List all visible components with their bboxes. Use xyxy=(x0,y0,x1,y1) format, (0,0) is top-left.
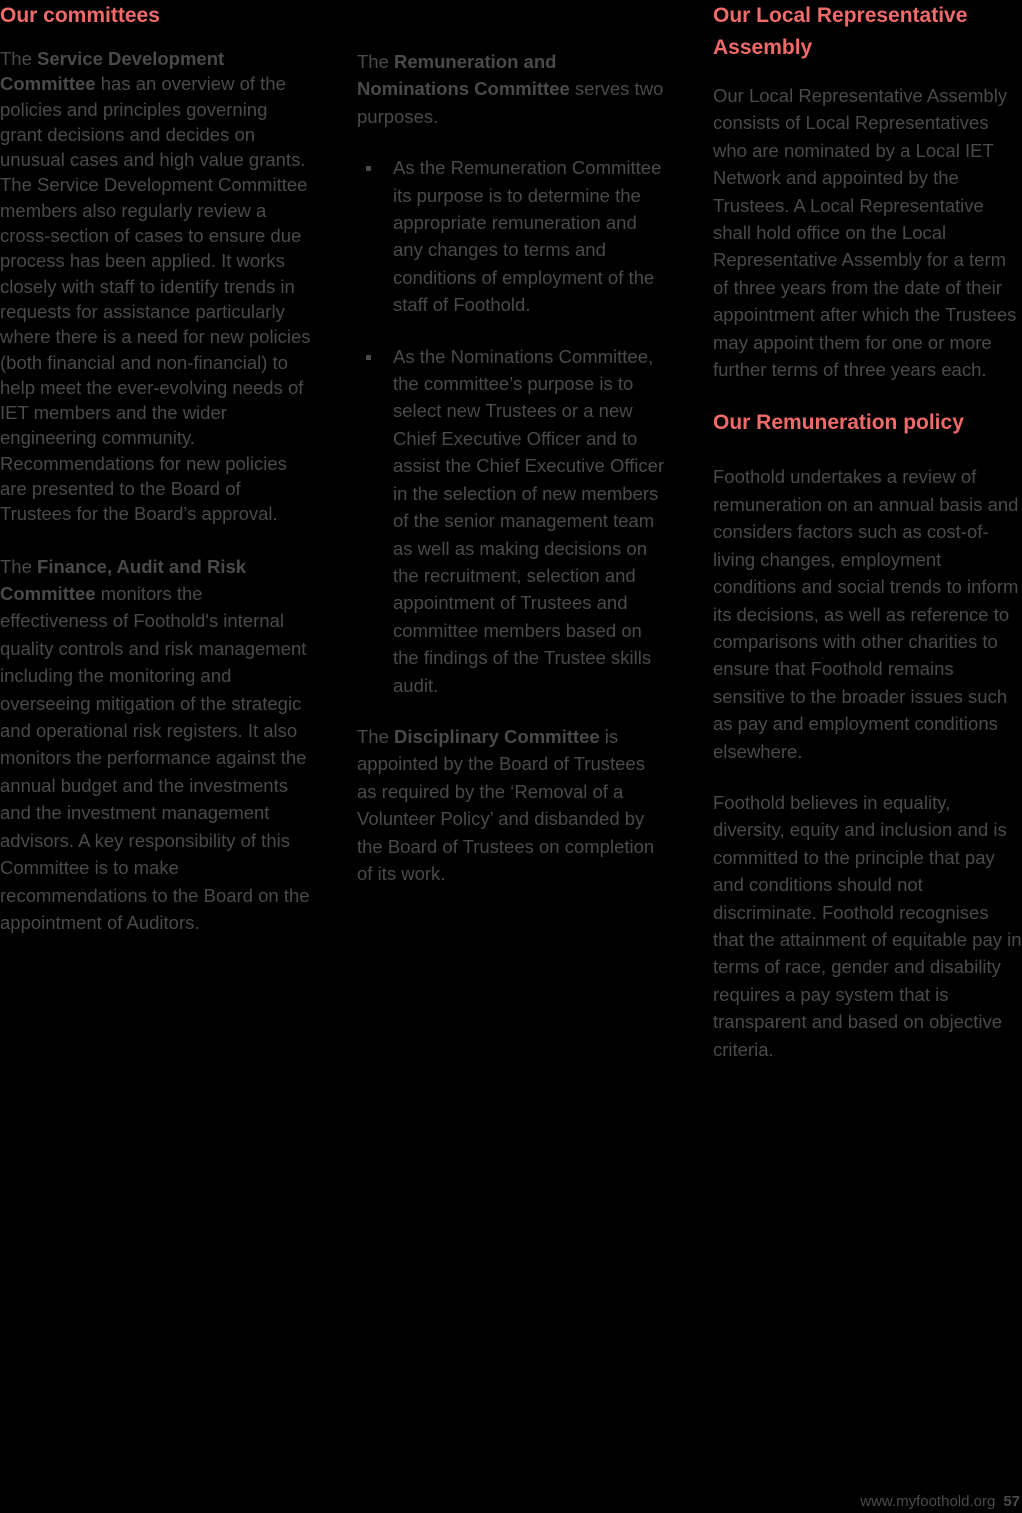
column-left xyxy=(0,0,312,936)
page-number: 57 xyxy=(1003,1493,1020,1510)
finance-text: monitors the effectiveness of Foothold's internal quality controls and risk management including the monitoring and overseeing mitigation of the strategic and operational risk registers. It also monitors the performance against the annual budget and the investments and the investment management advisors. A key responsibility of this Committee is to make recommendations to the Board on the appointment of Auditors. xyxy=(0,583,310,933)
remuneration-policy-heading: Our Remuneration policy xyxy=(713,411,964,435)
lead-text: The xyxy=(0,48,38,69)
service-development-paragraph xyxy=(0,46,312,527)
list-item: As the Remuneration Committee its purpose is to determine the appropriate remuneration and any changes to terms and conditions of employment of the staff of Foothold. xyxy=(357,154,669,318)
page-footer xyxy=(860,1492,1020,1512)
disciplinary-paragraph xyxy=(357,723,669,887)
assembly-heading: Our Local Representative Assembly xyxy=(713,4,968,59)
committees-heading: Our committees xyxy=(0,4,160,27)
service-development-text: has an overview of the policies and principles governing grant decisions and decides on unusual cases and high value grants. The Service Development Committee members also regularly review a cross-section of cases to ensure due process has been applied. It works closely with staff to identify trends in requests for assistance particularly where there is a need for new policies (both financial and non-financial) to help meet the ever-evolving needs of IET members and the wider engineering community. Recommendations for new policies are presented to the Board of Trustees for the Board’s approval. xyxy=(0,73,311,525)
disciplinary-text: is appointed by the Board of Trustees as required by the ‘Removal of a Volunteer Policy’ and disbanded by the Board of Trustees on completion of its work. xyxy=(357,725,655,884)
remuneration-committee-name: Remuneration and Nominations Committee xyxy=(357,51,570,100)
remuneration-policy-paragraph-2: Foothold believes in equality, diversity, equity and inclusion and is committed to the principle that pay and conditions should not discriminate. Foothold recognises that the attainment of equitable pay in terms of race, gender and disability requires a pay system that is transparent and based on objective criteria. xyxy=(713,791,1022,1060)
finance-committee-name: Finance, Audit and Risk Committee xyxy=(0,555,247,605)
remuneration-intro-paragraph xyxy=(357,48,669,130)
lead-text: The xyxy=(357,51,395,72)
disciplinary-committee-name: Disciplinary Committee xyxy=(394,725,600,747)
website-url: www.myfoothold.org xyxy=(860,1493,996,1510)
assembly-paragraph: Our Local Representative Assembly consists of Local Representatives who are nominated by a Local IET Network and appointed by the Trustees. A Local Representative shall hold office on the Local Representative Assembly for a term of three years from the date of their appointment after which the Trustees may appoint them for one or more further terms of three years each. xyxy=(713,85,1017,381)
remuneration-policy-paragraph-1: Foothold undertakes a review of remuneration on an annual basis and considers factors such as cost-of-living changes, employment conditions and social trends to inform its decisions, as well as reference to comparisons with other charities to ensure that Foothold remains sensitive to the broader issues such as pay and employment conditions elsewhere. xyxy=(713,466,1019,762)
lead-text: The xyxy=(357,725,395,747)
remuneration-purpose-list xyxy=(357,154,669,699)
lead-text: The xyxy=(0,555,38,577)
remuneration-intro-text: serves two purposes. xyxy=(357,78,664,127)
service-development-committee-name: Service Development Committee xyxy=(0,48,225,95)
list-item: As the Nominations Committee, the committee’s purpose is to select new Trustees or a new Chief Executive Officer and to assist the Chief Executive Officer in the selection of new members of the senior management team as well as making decisions on the recruitment, selection and appointment of Trustees and committee members based on the findings of the Trustee skills audit. xyxy=(357,343,669,699)
finance-paragraph xyxy=(0,553,312,937)
column-middle xyxy=(357,0,669,887)
column-right xyxy=(713,0,1022,1063)
